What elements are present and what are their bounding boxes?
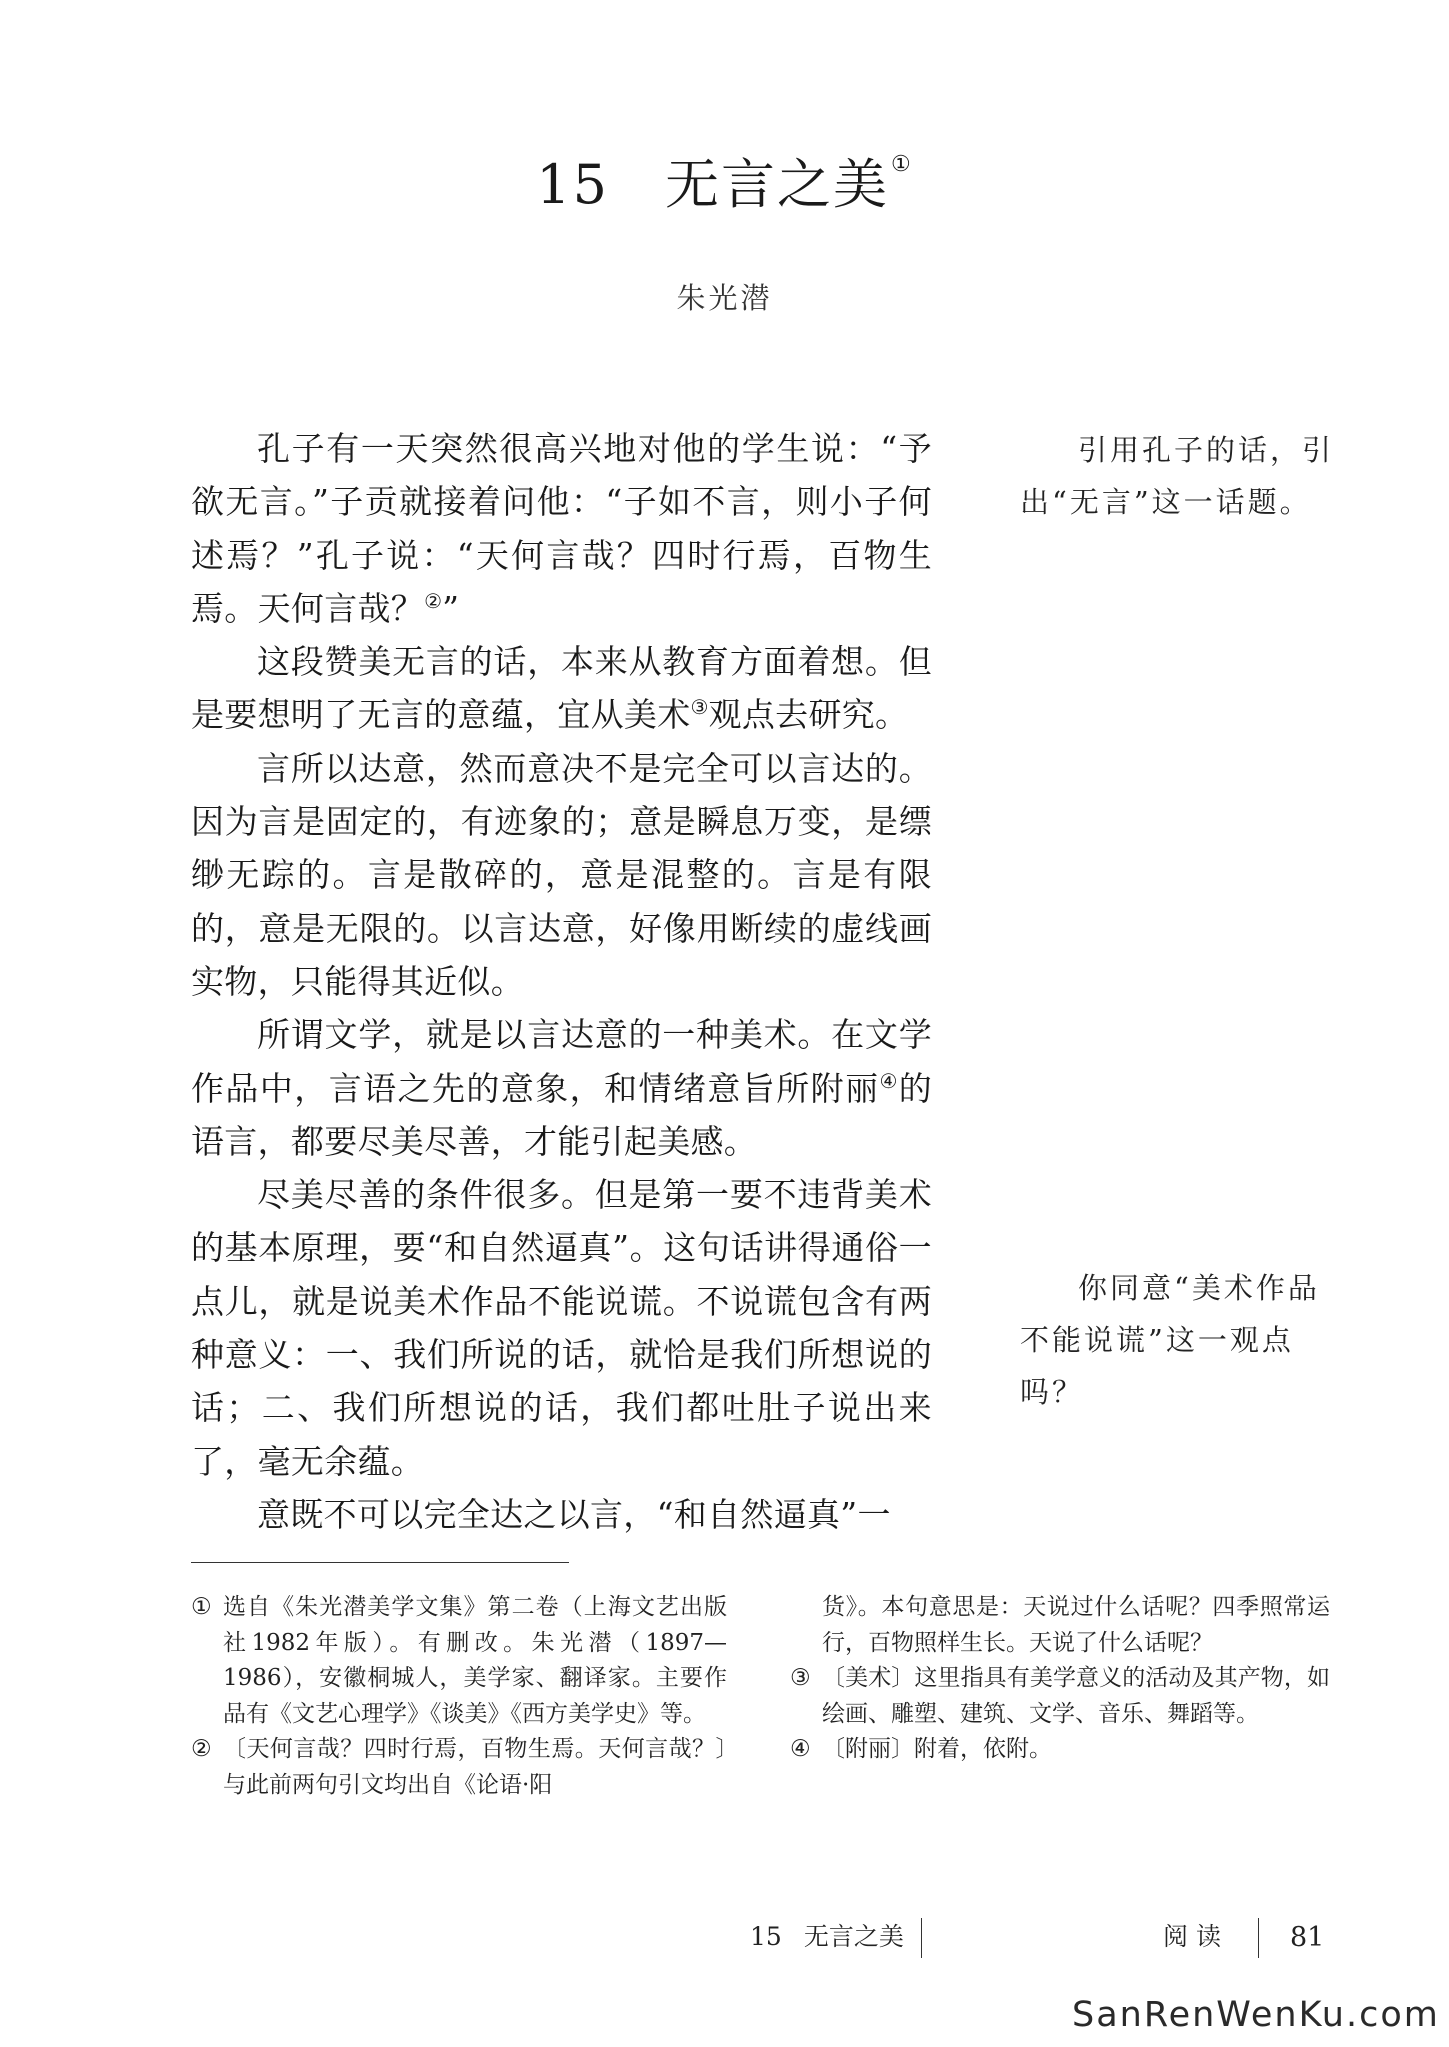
footnote: ② 〔天何言哉？四时行焉，百物生焉。天何言哉？〕与此前两句引文均出自《论语·阳: [191, 1732, 727, 1803]
footnote-marker: ②: [424, 589, 443, 613]
footnote: ③ 〔美术〕这里指具有美学意义的活动及其产物，如绘画、雕塑、建筑、文学、音乐、舞蹈等。: [790, 1661, 1330, 1732]
footnote-number: ④: [790, 1736, 811, 1762]
footnote: ④ 〔附丽〕附着，依附。: [790, 1732, 1330, 1768]
footer-divider: [1258, 1918, 1259, 1958]
paragraph: 意既不可以完全达之以言，“和自然逼真”一: [257, 1494, 891, 1534]
margin-note: 你同意“美术作品不能说谎”这一观点吗？: [1020, 1271, 1320, 1409]
margin-note: 引用孔子的话，引出“无言”这一话题。: [1020, 433, 1335, 519]
footnote-divider: [191, 1562, 569, 1563]
footnote-number: ②: [191, 1736, 212, 1762]
footnote-number: ①: [191, 1594, 212, 1620]
title-footnote-marker: ①: [890, 152, 913, 177]
footnote-continuation: 货》。本句意思是：天说过什么话呢？四季照常运行，百物照样生长。天说了什么话呢？: [822, 1594, 1330, 1656]
watermark: SanRenWenKu.com: [1072, 1995, 1440, 2035]
footnote-marker: ④: [879, 1069, 899, 1093]
paragraph: 言所以达意，然而意决不是完全可以言达的。因为言是固定的，有迹象的；意是瞬息万变，是缥缈无踪的。言是散碎的，意是混整的。言是有限的，意是无限的。以言达意，好像用断续的虚线画实物，只能得其近似。: [191, 748, 932, 1001]
paragraph: 这段赞美无言的话，本来从教育方面着想。但是要想明了无言的意蕴，宜从美术③观点去研究。: [191, 642, 932, 735]
lesson-title-text: 无言之美: [664, 153, 889, 216]
author-name: 朱光潜: [676, 281, 773, 315]
footer-divider: [921, 1918, 922, 1958]
footnote-marker: ③: [690, 696, 709, 720]
footer-section-label: 阅读: [1163, 1922, 1230, 1951]
lesson-number: 15: [536, 153, 609, 216]
footer-lesson-label: 15 无言之美: [750, 1922, 904, 1951]
page-number: 81: [1290, 1922, 1325, 1953]
paragraph: 所谓文学，就是以言达意的一种美术。在文学作品中，言语之先的意象，和情绪意旨所附丽④的语言，都要尽美尽善，才能引起美感。: [191, 1015, 932, 1161]
lesson-title: [0, 152, 1449, 216]
footnote-number: ③: [790, 1665, 811, 1691]
footnotes-right-column: [790, 1590, 1330, 1768]
footnote: ① 选自《朱光潜美学文集》第二卷（上海文艺出版社1982年版）。有删改。朱光潜（1897—1986），安徽桐城人，美学家、翻译家。主要作品有《文艺心理学》《谈美》《西方美学史》等。: [191, 1590, 727, 1732]
footnotes-left-column: [191, 1590, 727, 1803]
paragraph: 孔子有一天突然很高兴地对他的学生说：“予欲无言。”子贡就接着问他：“子如不言，则小子何述焉？”孔子说：“天何言哉？四时行焉，百物生焉。天何言哉？②”: [191, 429, 932, 628]
paragraph: 尽美尽善的条件很多。但是第一要不违背美术的基本原理，要“和自然逼真”。这句话讲得通俗一点儿，就是说美术作品不能说谎。不说谎包含有两种意义：一、我们所说的话，就恰是我们所想说的话；二、我们所想说的话，我们都吐肚子说出来了，毫无余蕴。: [191, 1175, 932, 1481]
main-text: [191, 422, 932, 1541]
